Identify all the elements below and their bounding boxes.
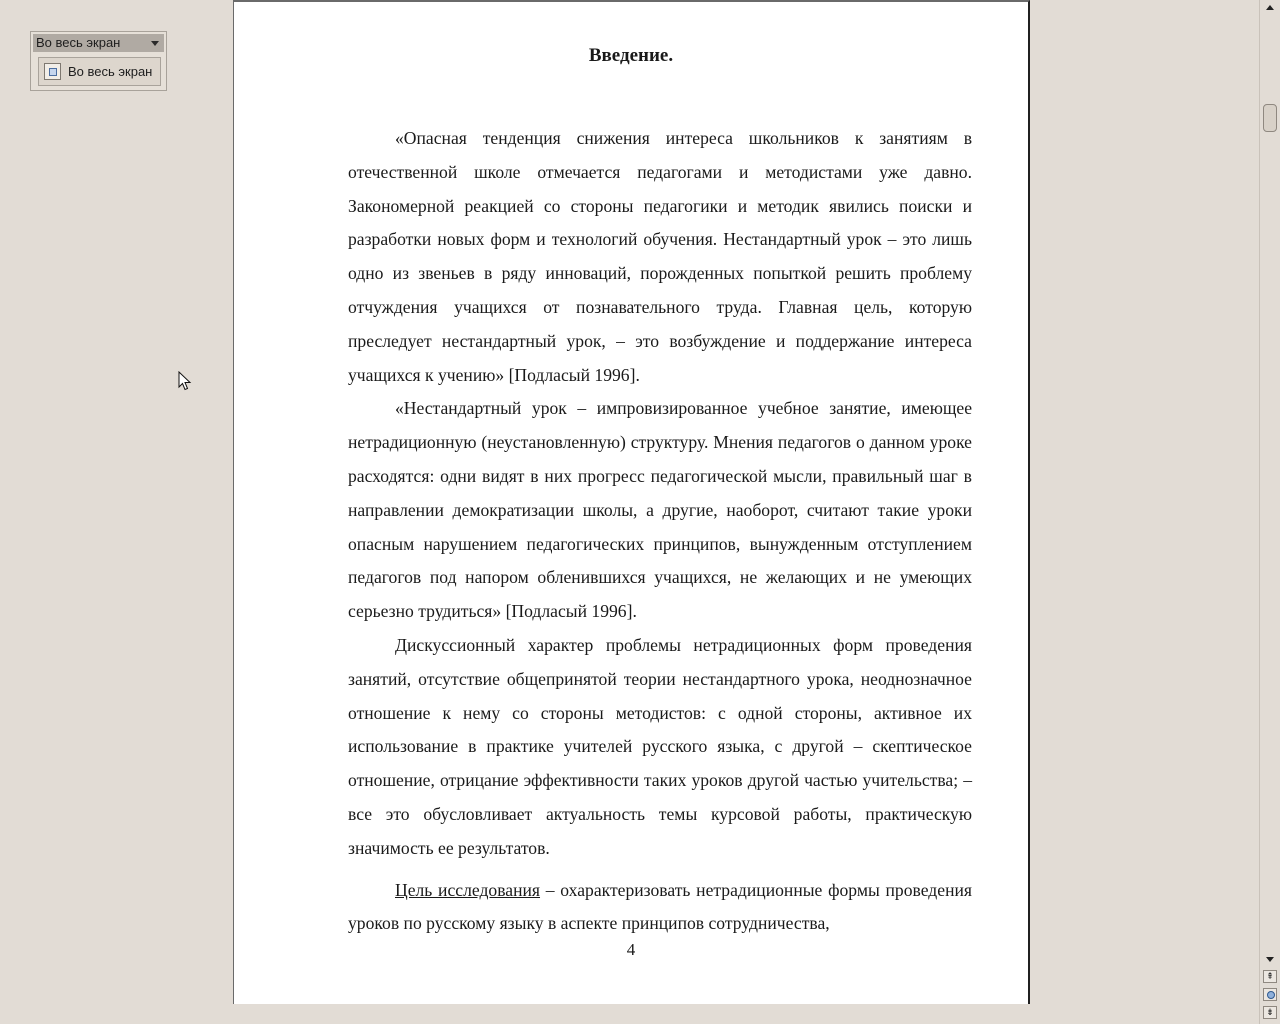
- page-down-icon[interactable]: ⇟: [1263, 1006, 1277, 1019]
- fullscreen-button[interactable]: [38, 57, 161, 86]
- scroll-thumb[interactable]: [1263, 104, 1277, 132]
- goal-paragraph: [348, 874, 972, 942]
- page-gap: [0, 1004, 1280, 1024]
- goal-label: Цель исследования: [395, 879, 541, 900]
- chevron-down-icon[interactable]: [151, 41, 159, 46]
- page-number: 4: [626, 940, 636, 959]
- document-page[interactable]: [233, 0, 1030, 1004]
- page-up-icon[interactable]: ⇞: [1263, 970, 1277, 983]
- paragraph: «Опасная тенденция снижения интереса школьников к занятиям в отечественной школе отмечается педагогами и методистами уже давно. Закономерной реакцией со стороны педагогики и методик явились поиски и разработки новых форм и технологий обучения. Нестандартный урок – это лишь одно из звеньев в ряду инноваций, порожденных попыткой решить проблему отчуждения учащихся от познавательного труда. Главная цель, которую преследует нестандартный урок, – это возбуждение и поддержание интереса учащихся к учению» [Подласый 1996].: [348, 128, 972, 385]
- fullscreen-toolbar-title[interactable]: [33, 34, 164, 52]
- fullscreen-icon: [44, 63, 61, 80]
- fullscreen-toolbar: [30, 31, 167, 91]
- fullscreen-toolbar-title-text: Во весь экран: [36, 35, 121, 50]
- goal-text: – охарактеризовать нетрадиционные формы проведения уроков по русскому языку в аспекте принципов сотрудничества,: [348, 879, 972, 934]
- vertical-scrollbar[interactable]: [1259, 0, 1280, 1024]
- browse-object-icon[interactable]: [1263, 988, 1277, 1001]
- paragraph: Дискуссионный характер проблемы нетрадиционных форм проведения занятий, отсутствие общепринятой теории нестандартного урока, неоднозначное отношение к нему со стороны методистов: с одной стороны, активное их использование в практике учителей русского языка, с другой – скептическое отношение, отрицание эффективности таких уроков другой частью учительства; – все это обусловливает актуальность темы курсовой работы, практическую значимость ее результатов.: [348, 634, 972, 858]
- paragraph: «Нестандартный урок – импровизированное учебное занятие, имеющее нетрадиционную (неустановленную) структуру. Мнения педагогов о данном уроке расходятся: одни видят в них прогресс педагогической мысли, правильный шаг в направлении демократизации школы, а другие, наоборот, считают такие уроки опасным нарушением педагогических принципов, вынужденным отступлением педагогов под напором обленившихся учащихся, не желающих и не умеющих серьезно трудиться» [Подласый 1996].: [348, 398, 972, 622]
- page-title: Введение.: [588, 45, 674, 66]
- mouse-cursor-icon: [178, 371, 192, 391]
- scroll-up-icon[interactable]: [1266, 5, 1274, 10]
- document-body: [348, 122, 972, 941]
- fullscreen-button-label: Во весь экран: [68, 64, 153, 79]
- scroll-down-icon[interactable]: [1266, 957, 1274, 962]
